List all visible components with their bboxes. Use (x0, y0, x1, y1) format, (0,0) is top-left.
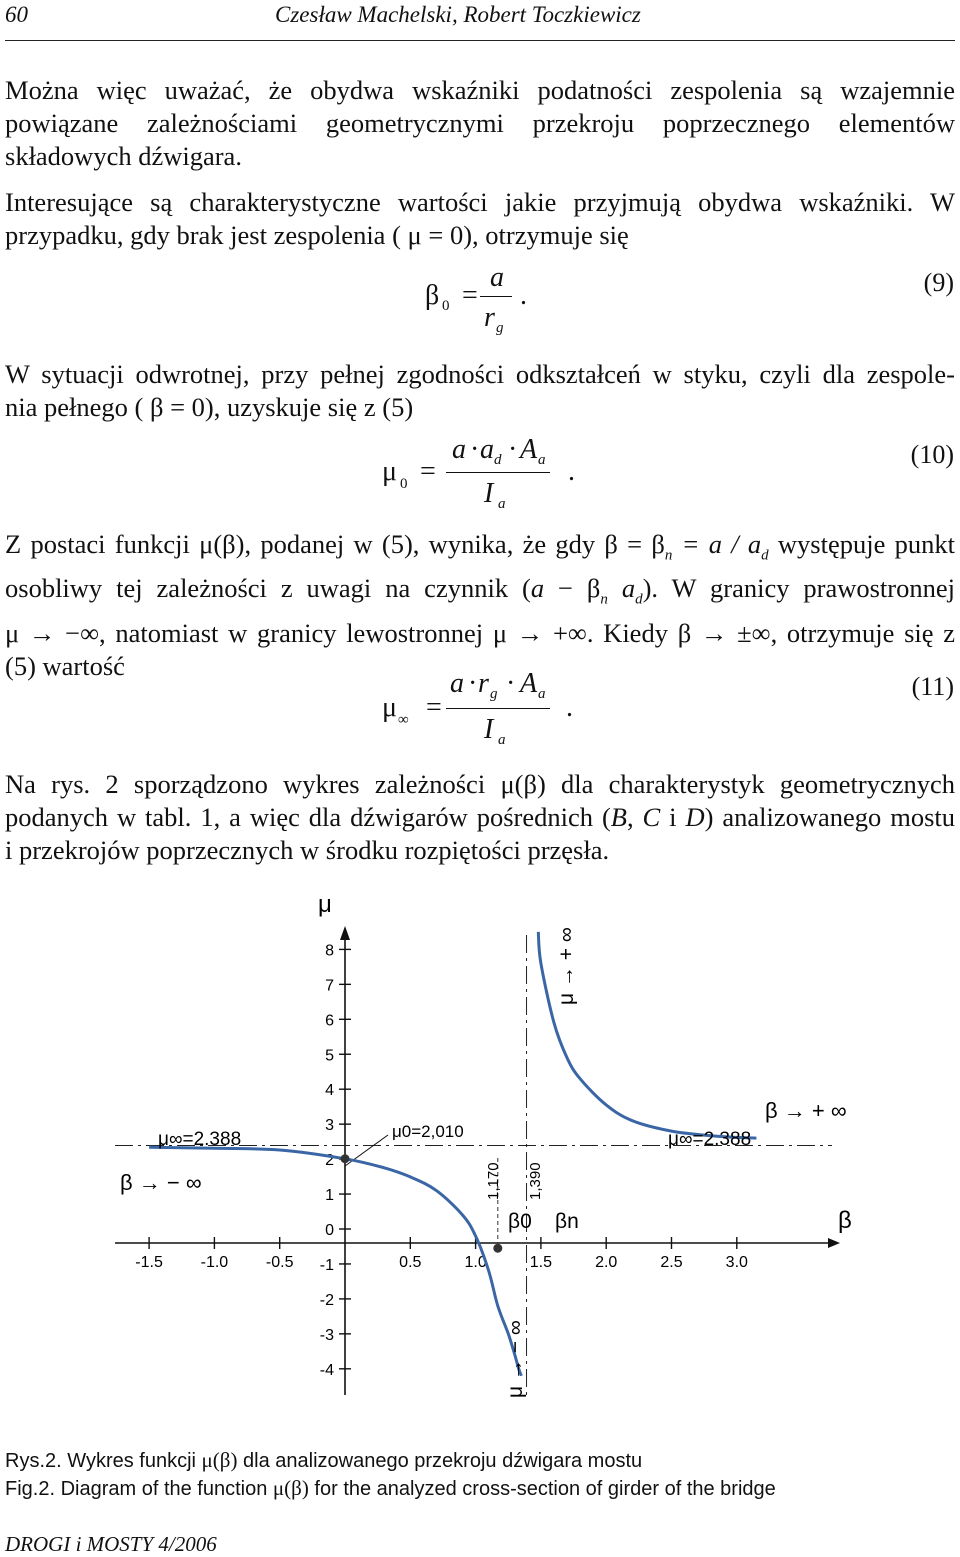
math-segment: a (530, 573, 545, 604)
figure-caption-en (5, 1476, 776, 1501)
journal-footer: DROGI i MOSTY 4/2006 (5, 1532, 217, 1556)
y-tick-label: 7 (325, 977, 334, 995)
eq10-fraction-bar (446, 472, 550, 473)
eq11-lhs: μ (382, 692, 398, 723)
eq10-period: . (568, 456, 575, 487)
math-sub: d (761, 547, 769, 564)
eq11-equals: = (426, 692, 442, 723)
text-line (5, 219, 955, 252)
eq11-num-dot2: · (506, 668, 516, 699)
text-segment: podanych w tabl. 1, a więc dla dźwigarów pośrednich ( (5, 802, 611, 832)
text-line (5, 617, 955, 650)
text-segment: = 0), uzyskuje się z (5) (170, 392, 414, 422)
eq11-num-A-sub: a (538, 686, 546, 702)
math-sub: n (600, 591, 608, 608)
math-sub: d (635, 591, 643, 608)
y-tick-label: -3 (319, 1326, 334, 1344)
mu-beta-function: μ(β) (500, 769, 546, 799)
text-segment: , natomiast w granicy lewostronnej (99, 617, 493, 648)
y-tick-label: 8 (325, 942, 334, 960)
eq11-num-a: a (450, 668, 464, 699)
y-tick-label: 3 (325, 1117, 334, 1135)
eq11-num-r-sub: g (490, 686, 498, 702)
eq9-period: . (520, 280, 527, 311)
y-tick-label: 4 (325, 1082, 334, 1100)
text-line (5, 572, 955, 616)
point-mu0 (341, 1154, 350, 1163)
caption-text: Rys.2. Wykres funkcji (5, 1450, 202, 1472)
text-line: i przekrojów poprzecznych w środku rozpiętości przęsła. (5, 835, 610, 865)
y-tick-label: 6 (325, 1012, 334, 1030)
annotation-beta0: β0 (508, 1210, 532, 1233)
math-segment: − β (544, 573, 601, 604)
equation-9 (0, 262, 960, 342)
annotation-1390: 1,390 (527, 1162, 544, 1200)
text-segment: i (660, 802, 686, 832)
math-segment: μ → +∞ (492, 617, 587, 648)
math-segment: β = β (604, 529, 665, 559)
text-segment: dla charakterystyk geometrycznych (545, 769, 955, 799)
eq9-fraction-bar (480, 296, 512, 297)
annotation-betan: βn (555, 1210, 579, 1233)
eq11-num-A: A (520, 668, 538, 699)
eq10-num-a: a (452, 434, 466, 465)
text-line: Interesujące są charakterystyczne wartości jakie przyjmują obydwa wskaźniki. W (5, 187, 955, 217)
text-segment: . Kiedy (586, 617, 678, 648)
y-tick-label: -1 (319, 1256, 334, 1274)
y-axis-arrow (340, 926, 350, 940)
point-beta0 (493, 1244, 502, 1253)
caption-text: for the analyzed cross-section of girder of the bridge (308, 1478, 776, 1500)
beta-symbol: β (149, 392, 164, 422)
figure-caption-pl (5, 1448, 642, 1473)
page-number: 60 (5, 2, 28, 27)
text-line (5, 391, 955, 424)
x-axis-arrow (828, 1238, 840, 1248)
eq9-equals: = (462, 280, 478, 311)
eq11-period: . (566, 692, 573, 723)
annotation-beta-pos-inf: β → + ∞ (765, 1098, 847, 1123)
eq10-num-ad: a (480, 434, 494, 465)
y-tick-label: 1 (325, 1187, 334, 1205)
text-segment: nia pełnego ( (5, 392, 144, 422)
eq11-den-sub: a (498, 732, 506, 748)
caption-text: dla analizowanego przekroju dźwigara mostu (237, 1450, 643, 1472)
caption-text: Fig.2. Diagram of the function (5, 1478, 273, 1500)
eq10-equals: = (420, 456, 436, 487)
math-segment: μ → −∞ (5, 617, 100, 648)
x-tick-label: -0.5 (265, 1254, 294, 1271)
paragraph-1 (5, 74, 955, 173)
text-segment: ). W granicy prawostronnej (642, 573, 955, 604)
eq10-lhs: μ (382, 456, 398, 487)
equation-11 (0, 666, 960, 754)
x-tick-label: 2.0 (595, 1254, 618, 1271)
caption-math: μ(β) (272, 1476, 309, 1500)
annotation-mu0: μ0=2,010 (392, 1122, 464, 1141)
text-line: W sytuacji odwrotnej, przy pełnej zgodności odkształceń w styku, czyli dla zespole- (5, 359, 955, 389)
eq9-den-sub: g (496, 320, 504, 336)
equation-10 (0, 434, 960, 518)
text-line: Można więc uważać, że obydwa wskaźniki podatności zespolenia są wzajemnie (5, 75, 955, 105)
x-tick-label: 1.0 (464, 1254, 487, 1271)
x-tick-label: 3.0 (725, 1254, 748, 1271)
header-rule (5, 40, 955, 41)
annotation-beta-neg-inf: β → − ∞ (120, 1170, 202, 1195)
eq10-lhs-sub: 0 (400, 476, 408, 492)
y-axis-label: μ (318, 891, 332, 918)
mu-symbol: μ (407, 220, 422, 250)
eq11-num-r: r (478, 668, 489, 699)
eq10-num-ad-sub: d (494, 452, 502, 468)
eq10-num-dot2: · (508, 434, 518, 465)
text-segment: występuje punkt (768, 529, 955, 559)
text-segment: Z postaci funkcji (5, 529, 200, 559)
text-line: składowych dźwigara. (5, 141, 242, 171)
math-sub: n (664, 547, 673, 564)
caption-math: μ(β) (201, 1448, 238, 1472)
math-segment: = a / a (672, 529, 762, 559)
annotation-mu-pos-inf: μ → + ∞ (555, 927, 578, 1005)
text-segment: , podanej w (5), wynika, że gdy (244, 529, 605, 559)
text-segment: = 0), otrzymuje się (428, 220, 629, 250)
girder-d: D (685, 802, 705, 832)
eq10-den-I: I (484, 478, 494, 509)
eq9-lhs-sub: 0 (442, 298, 450, 314)
annotation-mu-inf-left: μ∞=2.388 (158, 1129, 242, 1150)
eq11-number: (11) (911, 672, 954, 701)
y-tick-label: 2 (325, 1152, 334, 1170)
paragraph-3 (5, 358, 955, 424)
text-line (5, 801, 955, 834)
x-tick-label: -1.0 (200, 1254, 229, 1271)
text-segment: Na rys. 2 sporządzono wykres zależności (5, 769, 501, 799)
text-segment: osobliwy tej zależności z uwagi na czynnik ( (5, 573, 531, 604)
x-tick-label: 1.5 (529, 1254, 553, 1271)
text-line: (5) wartość (5, 650, 125, 681)
eq10-num-A: A (520, 434, 538, 465)
eq9-denominator: r (484, 302, 495, 333)
y-tick-label: -4 (319, 1361, 334, 1379)
x-tick-label: -1.5 (135, 1254, 163, 1271)
paragraph-5 (5, 768, 955, 867)
paragraph-4 (5, 528, 955, 683)
y-tick-label: -2 (319, 1291, 334, 1309)
girder-c: C (642, 802, 661, 832)
y-tick-label: 5 (325, 1047, 334, 1065)
eq11-den-I: I (484, 714, 494, 745)
eq10-den-sub: a (498, 496, 506, 512)
annotation-mu-inf-right: μ∞=2.388 (668, 1129, 752, 1150)
eq11-num-dot1: · (468, 668, 478, 699)
x-ticks (135, 1237, 748, 1271)
eq10-num-dot1: · (470, 434, 480, 465)
text-segment: , (626, 802, 643, 832)
text-line (5, 528, 955, 572)
girder-b: B (610, 802, 627, 832)
eq11-lhs-sub: ∞ (398, 712, 409, 728)
annotation-1170: 1,170 (485, 1162, 502, 1200)
text-segment: przypadku, gdy brak jest zespolenia ( (5, 220, 401, 250)
x-axis-label: β (838, 1207, 852, 1234)
annotation-mu-neg-inf: μ → − ∞ (504, 1320, 527, 1398)
math-segment: β → ±∞ (677, 617, 771, 648)
text-segment: , otrzymuje się z (770, 617, 956, 648)
y-tick-label: 0 (325, 1222, 334, 1239)
eq9-number: (9) (923, 268, 954, 297)
text-line (5, 768, 955, 801)
mu-beta-function: μ(β) (199, 529, 245, 559)
figure-mu-beta-chart (0, 880, 960, 1435)
eq10-num-A-sub: a (538, 452, 546, 468)
text-segment: ) analizowanego mostu (704, 802, 955, 832)
eq9-numerator: a (490, 262, 504, 293)
text-line: powiązane zależnościami geometrycznymi przekroju poprzecznego elementów (5, 108, 955, 138)
paragraph-2 (5, 186, 955, 252)
math-segment: a (607, 573, 636, 604)
eq11-fraction-bar (446, 708, 550, 709)
x-tick-label: 2.5 (660, 1254, 683, 1271)
eq10-number: (10) (910, 440, 954, 469)
running-header-authors: Czesław Machelski, Robert Toczkiewicz (275, 2, 641, 27)
x-tick-label: 0.5 (399, 1254, 422, 1271)
eq9-lhs: β (425, 280, 440, 311)
